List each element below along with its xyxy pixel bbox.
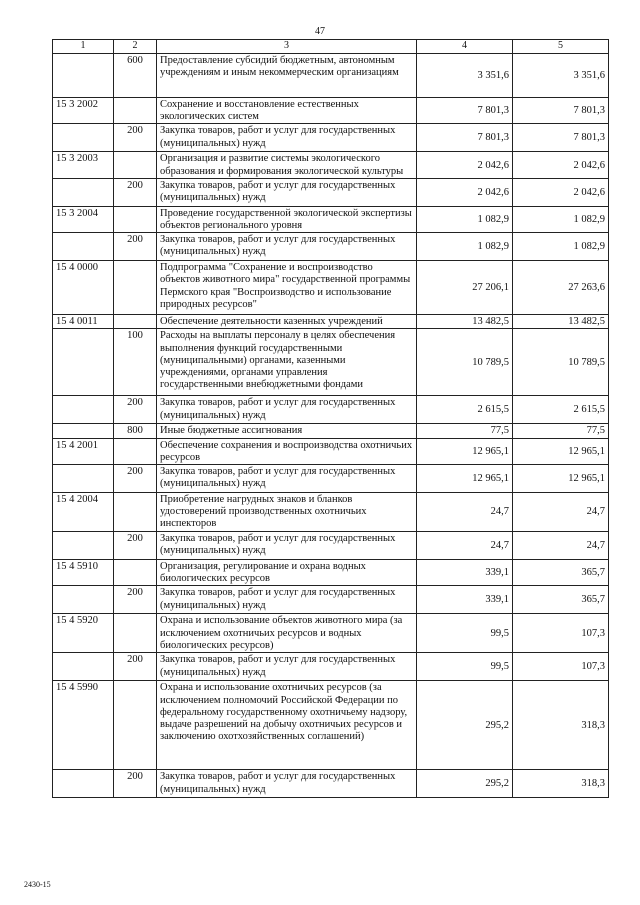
row-value-col5: 2 615,5 (513, 396, 609, 424)
row-value-col5: 10 789,5 (513, 329, 609, 396)
table-row (53, 178, 609, 206)
row-name-cell: Закупка товаров, работ и услуг для государственных (муниципальных) нужд (157, 178, 417, 206)
row-value-col4: 1 082,9 (417, 206, 513, 232)
row-kind-cell (114, 152, 157, 178)
row-code-cell: 15 4 0000 (53, 261, 114, 315)
row-code-cell (53, 124, 114, 152)
row-name-cell: Закупка товаров, работ и услуг для государственных (муниципальных) нужд (157, 653, 417, 681)
row-code-cell: 15 4 2001 (53, 438, 114, 464)
row-code-cell (53, 424, 114, 438)
row-name-cell: Закупка товаров, работ и услуг для государственных (муниципальных) нужд (157, 124, 417, 152)
row-value-col4: 295,2 (417, 770, 513, 798)
table-row (53, 54, 609, 98)
table-row (53, 586, 609, 614)
row-name-cell: Сохранение и восстановление естественных экологических систем (157, 98, 417, 124)
table-row (53, 233, 609, 261)
row-kind-cell: 200 (114, 586, 157, 614)
row-name-cell: Закупка товаров, работ и услуг для государственных (муниципальных) нужд (157, 770, 417, 798)
table-row (53, 681, 609, 770)
row-value-col5: 365,7 (513, 586, 609, 614)
row-value-col4: 24,7 (417, 532, 513, 560)
row-name-cell: Расходы на выплаты персоналу в целях обеспечения выполнения функций государственными (муниципальными) органами, казенными учреждениями, органами управления государственными внебюджетными фондами (157, 329, 417, 396)
row-kind-cell (114, 438, 157, 464)
row-kind-cell: 200 (114, 233, 157, 261)
budget-table (52, 39, 609, 798)
row-name-cell: Подпрограмма "Сохранение и воспроизводство объектов животного мира" государственной программы Пермского края "Воспроизводство и использование природных ресурсов" (157, 261, 417, 315)
row-kind-cell: 200 (114, 532, 157, 560)
row-value-col5: 1 082,9 (513, 233, 609, 261)
row-value-col4: 339,1 (417, 560, 513, 586)
row-code-cell: 15 4 5990 (53, 681, 114, 770)
row-name-cell: Закупка товаров, работ и услуг для государственных (муниципальных) нужд (157, 532, 417, 560)
table-header-row (53, 40, 609, 54)
table-row (53, 206, 609, 232)
row-value-col5: 7 801,3 (513, 124, 609, 152)
table-row (53, 261, 609, 315)
row-name-cell: Организация, регулирование и охрана водных биологических ресурсов (157, 560, 417, 586)
row-value-col5: 2 042,6 (513, 178, 609, 206)
row-name-cell: Закупка товаров, работ и услуг для государственных (муниципальных) нужд (157, 465, 417, 493)
row-value-col4: 24,7 (417, 493, 513, 532)
row-value-col5: 12 965,1 (513, 465, 609, 493)
row-kind-cell (114, 493, 157, 532)
table-row (53, 532, 609, 560)
row-kind-cell (114, 614, 157, 653)
row-name-cell: Закупка товаров, работ и услуг для государственных (муниципальных) нужд (157, 586, 417, 614)
row-kind-cell (114, 560, 157, 586)
table-row (53, 653, 609, 681)
row-name-cell: Охрана и использование охотничьих ресурсов (за исключением полномочий Российской Федерации по федеральному государственному охотничьему надзору, выдаче разрешений на добычу охотничьих ресурсов и заключению охотхозяйственных соглашений) (157, 681, 417, 770)
row-value-col5: 77,5 (513, 424, 609, 438)
row-code-cell (53, 233, 114, 261)
row-value-col4: 27 206,1 (417, 261, 513, 315)
row-value-col4: 3 351,6 (417, 54, 513, 98)
row-name-cell: Проведение государственной экологической экспертизы объектов регионального уровня (157, 206, 417, 232)
row-code-cell (53, 770, 114, 798)
row-kind-cell: 200 (114, 653, 157, 681)
row-value-col5: 2 042,6 (513, 152, 609, 178)
row-value-col5: 12 965,1 (513, 438, 609, 464)
row-name-cell: Закупка товаров, работ и услуг для государственных (муниципальных) нужд (157, 233, 417, 261)
table-row (53, 614, 609, 653)
header-cell-2: 2 (114, 40, 157, 54)
row-value-col4: 10 789,5 (417, 329, 513, 396)
header-cell-4: 4 (417, 40, 513, 54)
footer-code: 2430-15 (24, 880, 51, 889)
row-name-cell: Организация и развитие системы экологического образования и формирования экологической культуры (157, 152, 417, 178)
row-value-col5: 24,7 (513, 532, 609, 560)
row-code-cell: 15 4 0011 (53, 315, 114, 329)
row-value-col4: 99,5 (417, 614, 513, 653)
row-name-cell: Охрана и использование объектов животного мира (за исключением охотничьих ресурсов и водных биологических ресурсов) (157, 614, 417, 653)
row-value-col4: 99,5 (417, 653, 513, 681)
header-cell-5: 5 (513, 40, 609, 54)
row-value-col5: 3 351,6 (513, 54, 609, 98)
row-code-cell (53, 396, 114, 424)
row-name-cell: Предоставление субсидий бюджетным, автономным учреждениям и иным некоммерческим организациям (157, 54, 417, 98)
row-kind-cell: 200 (114, 124, 157, 152)
row-kind-cell (114, 98, 157, 124)
table-row (53, 465, 609, 493)
table-row (53, 560, 609, 586)
row-name-cell: Обеспечение деятельности казенных учреждений (157, 315, 417, 329)
row-value-col4: 12 965,1 (417, 438, 513, 464)
row-value-col4: 1 082,9 (417, 233, 513, 261)
row-kind-cell: 100 (114, 329, 157, 396)
table-row (53, 438, 609, 464)
header-cell-1: 1 (53, 40, 114, 54)
row-value-col5: 1 082,9 (513, 206, 609, 232)
table-row (53, 396, 609, 424)
row-code-cell (53, 54, 114, 98)
row-value-col4: 77,5 (417, 424, 513, 438)
row-name-cell: Обеспечение сохранения и воспроизводства охотничьих ресурсов (157, 438, 417, 464)
header-cell-3: 3 (157, 40, 417, 54)
table-row (53, 493, 609, 532)
row-code-cell (53, 329, 114, 396)
table-row (53, 98, 609, 124)
row-code-cell (53, 178, 114, 206)
row-value-col4: 2 042,6 (417, 152, 513, 178)
table-row (53, 152, 609, 178)
row-code-cell (53, 532, 114, 560)
row-kind-cell (114, 206, 157, 232)
row-value-col5: 107,3 (513, 614, 609, 653)
table-row (53, 329, 609, 396)
row-name-cell: Закупка товаров, работ и услуг для государственных (муниципальных) нужд (157, 396, 417, 424)
table-row (53, 315, 609, 329)
row-kind-cell: 600 (114, 54, 157, 98)
row-value-col5: 318,3 (513, 770, 609, 798)
row-value-col5: 7 801,3 (513, 98, 609, 124)
row-kind-cell: 200 (114, 465, 157, 493)
row-value-col5: 24,7 (513, 493, 609, 532)
table-row (53, 770, 609, 798)
row-value-col4: 2 615,5 (417, 396, 513, 424)
row-kind-cell (114, 315, 157, 329)
row-value-col4: 7 801,3 (417, 124, 513, 152)
row-code-cell: 15 4 5910 (53, 560, 114, 586)
row-code-cell: 15 4 5920 (53, 614, 114, 653)
row-code-cell (53, 653, 114, 681)
row-code-cell: 15 3 2003 (53, 152, 114, 178)
row-value-col4: 13 482,5 (417, 315, 513, 329)
row-value-col5: 13 482,5 (513, 315, 609, 329)
row-value-col5: 27 263,6 (513, 261, 609, 315)
row-name-cell: Иные бюджетные ассигнования (157, 424, 417, 438)
row-kind-cell (114, 261, 157, 315)
page-number: 47 (315, 26, 325, 37)
row-kind-cell: 800 (114, 424, 157, 438)
row-value-col4: 12 965,1 (417, 465, 513, 493)
row-kind-cell: 200 (114, 178, 157, 206)
row-value-col4: 339,1 (417, 586, 513, 614)
row-value-col4: 295,2 (417, 681, 513, 770)
row-code-cell: 15 3 2004 (53, 206, 114, 232)
row-value-col5: 107,3 (513, 653, 609, 681)
row-kind-cell (114, 681, 157, 770)
row-code-cell: 15 4 2004 (53, 493, 114, 532)
row-code-cell: 15 3 2002 (53, 98, 114, 124)
row-kind-cell: 200 (114, 770, 157, 798)
row-value-col5: 365,7 (513, 560, 609, 586)
row-value-col5: 318,3 (513, 681, 609, 770)
table-row (53, 424, 609, 438)
row-code-cell (53, 586, 114, 614)
row-name-cell: Приобретение нагрудных знаков и бланков удостоверений производственных охотничьих инспекторов (157, 493, 417, 532)
row-code-cell (53, 465, 114, 493)
row-kind-cell: 200 (114, 396, 157, 424)
table-row (53, 124, 609, 152)
row-value-col4: 2 042,6 (417, 178, 513, 206)
row-value-col4: 7 801,3 (417, 98, 513, 124)
